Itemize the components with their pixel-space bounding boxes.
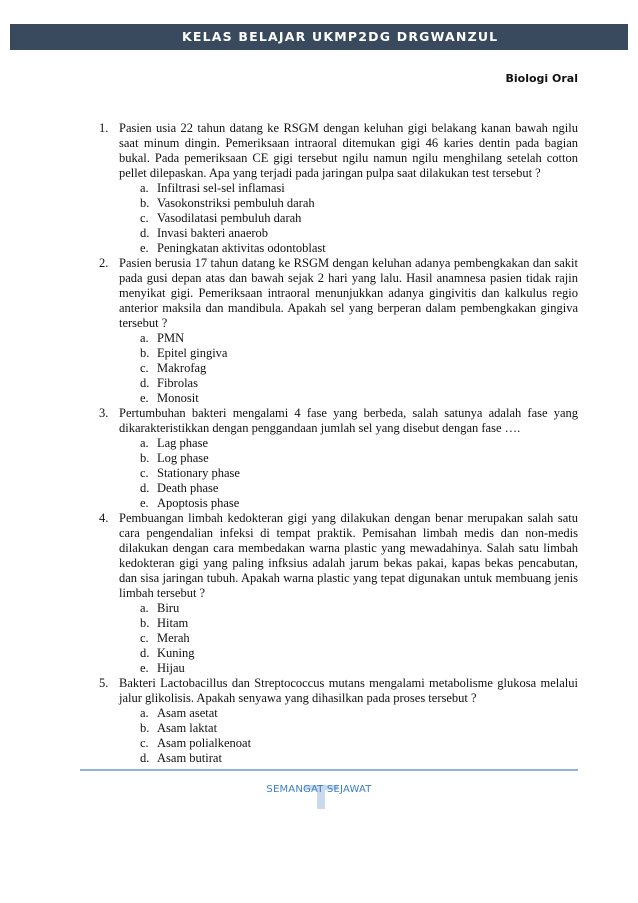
option-list: [119, 706, 578, 766]
question-5: [62, 676, 578, 766]
option-letter: a.: [140, 331, 149, 345]
option-text: Biru: [157, 601, 180, 615]
option-text: Asam laktat: [157, 721, 218, 735]
option-letter: a.: [140, 436, 149, 450]
option-text: Makrofag: [157, 361, 207, 375]
question-text: Pasien berusia 17 tahun datang ke RSGM dengan keluhan adanya pembengkakan dan sakit pada gusi depan atas dan bawah sejak 2 hari yang lalu. Hasil anamnesa pasien tidak rajin menyikat gigi. Pemeriksaan intraoral menunjukkan adanya gingivitis dan kalkulus regio anterior maksila dan mandibula. Apakah sel yang berperan dalam pembengkakan gingiva tersebut ?: [119, 256, 578, 330]
option-text: Lag phase: [157, 436, 209, 450]
option-letter: d.: [140, 481, 150, 495]
question-number: 3.: [99, 406, 109, 420]
option-text: Peningkatan aktivitas odontoblast: [157, 241, 326, 255]
question-number: 5.: [99, 676, 109, 690]
option-list: [119, 181, 578, 256]
option-letter: c.: [140, 631, 149, 645]
option-b: [119, 196, 578, 211]
question-text: Pasien usia 22 tahun datang ke RSGM dengan keluhan gigi belakang kanan bawah ngilu saat minum dingin. Pemeriksaan intraoral ditemukan gigi 46 karies dentin pada bagian bukal. Pada pemeriksaan CE gigi tersebut ngilu namun ngilu menghilang setelah cotton pellet dilepaskan. Apa yang terjadi pada jaringan pulpa saat dilakukan test tersebut ?: [119, 121, 578, 180]
footer-text: SEMANGAT SEJAWAT: [266, 784, 372, 795]
option-list: [119, 601, 578, 676]
option-letter: c.: [140, 361, 149, 375]
subject-label: Biologi Oral: [505, 72, 578, 85]
option-e: [119, 496, 578, 511]
question-3: [62, 406, 578, 511]
option-letter: a.: [140, 181, 149, 195]
option-text: Invasi bakteri anaerob: [157, 226, 269, 240]
option-c: [119, 631, 578, 646]
option-letter: b.: [140, 616, 150, 630]
option-list: [119, 331, 578, 406]
option-a: [119, 706, 578, 721]
option-a: [119, 601, 578, 616]
option-text: PMN: [157, 331, 185, 345]
option-d: [119, 751, 578, 766]
question-text: Pembuangan limbah kedokteran gigi yang dilakukan dengan benar merupakan salah satu cara pengendalian infeksi di tempat praktik. Pemisahan limbah medis dan non-medis dilakukan dengan cara membedakan warna plastic yang mewadahinya. Salah satu limbah kedokteran gigi yang paling infksius adalah jarum bekas pakai, kapas bekas pencabutan, dan sisa jaringan tubuh. Apakah warna plastic yang tepat digunakan untuk membuang jenis limbah tersebut ?: [119, 511, 578, 600]
option-c: [119, 466, 578, 481]
option-a: [119, 331, 578, 346]
option-text: Asam butirat: [157, 751, 222, 765]
option-a: [119, 181, 578, 196]
header-title: KELAS BELAJAR UKMP2DG DRGWANZUL: [182, 29, 499, 44]
footer-divider: [80, 769, 578, 771]
option-letter: b.: [140, 721, 150, 735]
option-d: [119, 646, 578, 661]
question-number: 2.: [99, 256, 109, 270]
option-d: [119, 481, 578, 496]
option-text: Epitel gingiva: [157, 346, 228, 360]
option-letter: d.: [140, 226, 150, 240]
option-b: [119, 721, 578, 736]
option-d: [119, 376, 578, 391]
option-letter: e.: [140, 496, 149, 510]
question-1: [62, 121, 578, 256]
option-text: Stationary phase: [157, 466, 240, 480]
option-text: Hijau: [157, 661, 185, 675]
option-letter: d.: [140, 376, 150, 390]
option-list: [119, 436, 578, 511]
option-text: Asam asetat: [157, 706, 218, 720]
option-b: [119, 451, 578, 466]
option-letter: b.: [140, 196, 150, 210]
option-letter: a.: [140, 601, 149, 615]
option-letter: d.: [140, 646, 150, 660]
question-2: [62, 256, 578, 406]
option-a: [119, 436, 578, 451]
option-letter: a.: [140, 706, 149, 720]
option-b: [119, 616, 578, 631]
option-c: [119, 361, 578, 376]
option-letter: e.: [140, 391, 149, 405]
question-text: Bakteri Lactobacillus dan Streptococcus mutans mengalami metabolisme glukosa melalui jalur glikolisis. Apakah senyawa yang dihasilkan pada proses tersebut ?: [119, 676, 578, 705]
option-text: Kuning: [157, 646, 195, 660]
option-e: [119, 661, 578, 676]
option-letter: e.: [140, 661, 149, 675]
option-text: Infiltrasi sel-sel inflamasi: [157, 181, 285, 195]
option-letter: e.: [140, 241, 149, 255]
option-text: Apoptosis phase: [157, 496, 240, 510]
question-number: 1.: [99, 121, 109, 135]
option-text: Log phase: [157, 451, 209, 465]
header-bar: [10, 24, 628, 50]
option-text: Asam polialkenoat: [157, 736, 252, 750]
option-letter: d.: [140, 751, 150, 765]
question-4: [62, 511, 578, 676]
option-text: Vasokonstriksi pembuluh darah: [157, 196, 315, 210]
option-text: Death phase: [157, 481, 219, 495]
option-letter: c.: [140, 466, 149, 480]
option-letter: b.: [140, 451, 150, 465]
question-text: Pertumbuhan bakteri mengalami 4 fase yang berbeda, salah satunya adalah fase yang dikarakteristikkan dengan penggandaan jumlah sel yang disebut dengan fase ….: [119, 406, 578, 435]
option-letter: c.: [140, 736, 149, 750]
option-letter: b.: [140, 346, 150, 360]
option-text: Merah: [157, 631, 190, 645]
question-list: [62, 121, 578, 766]
option-e: [119, 391, 578, 406]
option-b: [119, 346, 578, 361]
option-letter: c.: [140, 211, 149, 225]
option-text: Monosit: [157, 391, 199, 405]
option-e: [119, 241, 578, 256]
option-c: [119, 736, 578, 751]
option-text: Hitam: [157, 616, 189, 630]
option-text: Vasodilatasi pembuluh darah: [157, 211, 302, 225]
option-d: [119, 226, 578, 241]
question-number: 4.: [99, 511, 109, 525]
option-c: [119, 211, 578, 226]
option-text: Fibrolas: [157, 376, 198, 390]
